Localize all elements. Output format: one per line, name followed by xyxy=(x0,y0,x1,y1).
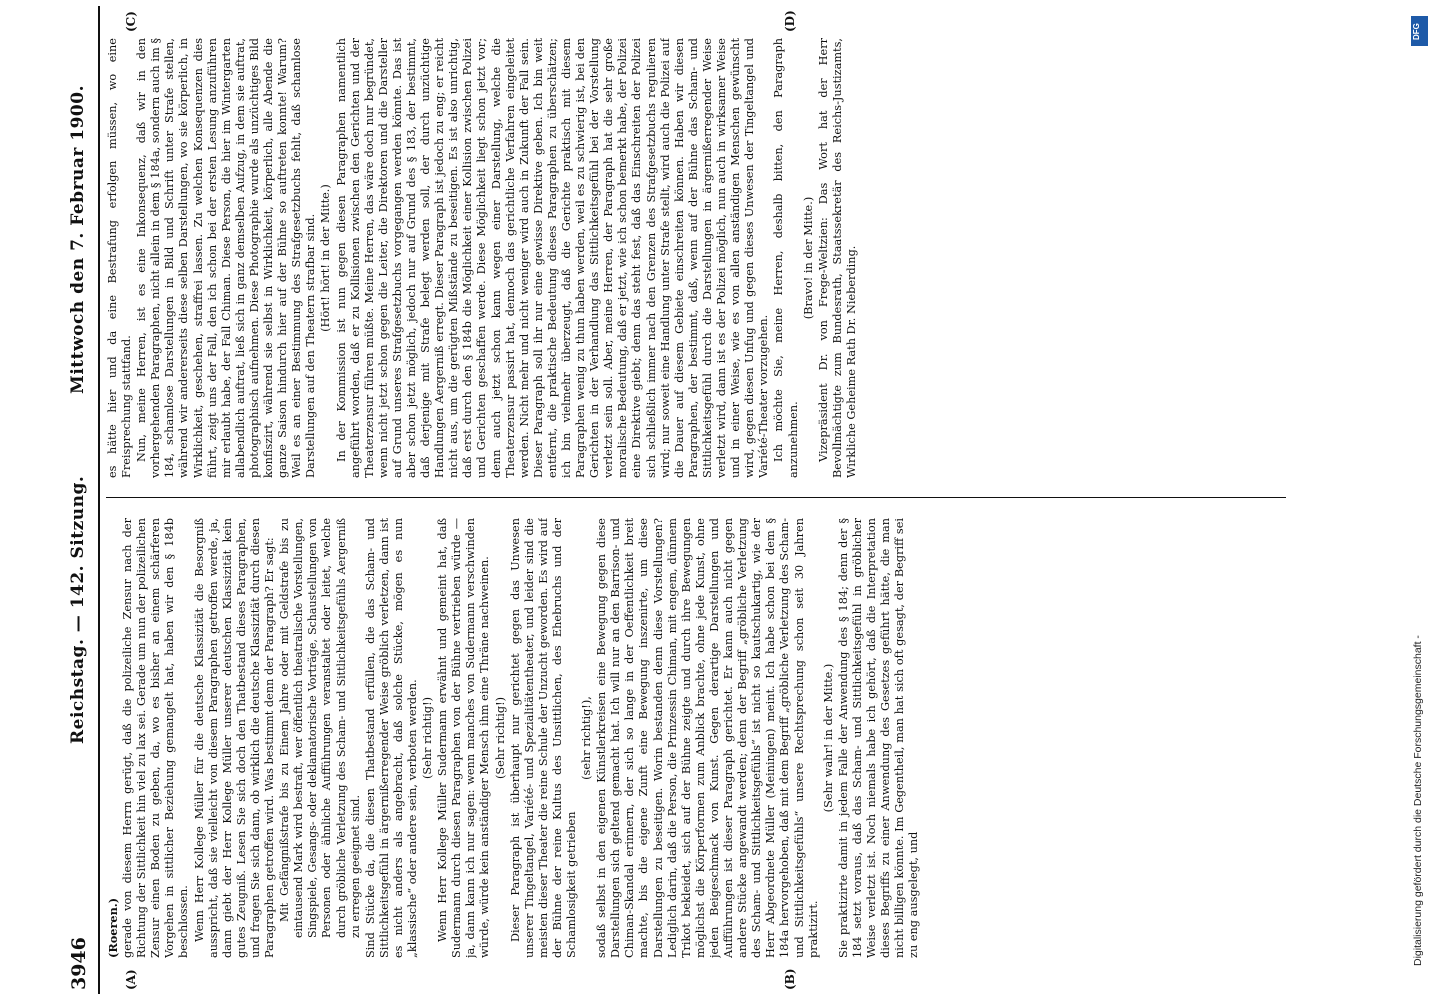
paragraph: Wenn Herr Kollege Müller Sudermann erwähnt und gemeint hat, daß Sudermann durch diesen Paragraphen von der Bühne vertrieben würde — ja, dann kann ich nur sagen: wenn manches von Sudermann verschwinden würde, würde kein anständiger Mensch ihm eine Thräne nachweinen. xyxy=(436,518,492,958)
margin-mark-a: (A) xyxy=(124,969,138,990)
header-rule xyxy=(98,6,100,994)
paragraph: Sie praktizirte damit in jedem Falle der Anwendung des § 184; denn der § 184 setzt voraus, daß das Scham- und Sittlichkeitsgefühl in gröblicher Weise verletzt ist. Noch niemals habe ich gehört, daß die Interpretation dieses Begriffs zu einer Anwendung des Gesetzes geführt hätte, die man nicht billigen könnte. Im Gegentheil, man hat sich oft gesagt, der Begriff sei zu eng ausgelegt, und xyxy=(836,518,921,958)
quoted-law-text: Mit Gefängnißstrafe bis zu Einem Jahre oder mit Geldstrafe bis zu eintausend Mark wird bestraft, wer öffentlich theatralische Vorstellungen, Singspiele, Gesangs- oder deklamatorische Vorträge, Schaustellungen von Personen oder ähnliche Aufführungen veranstaltet oder leitet, welche durch gröbliche Verletzung des Scham- und Sittlichkeitsgefühls Aergerniß zu erregen geeignet sind. xyxy=(278,518,362,938)
speaker-announcement: Vizepräsident Dr. von Frege-Weltzien: Das Wort hat der Herr Bevollmächtigte zum Bundesrath, Staatssekretär des Reichs-Justizamts, Wirkliche Geheime Rath Dr. Nieberding. xyxy=(816,38,858,478)
paragraph: Dieser Paragraph ist überhaupt nur gerichtet gegen das Unwesen unserer Tingeltangel, Variété- und Spezialitätentheater, und leider sind die meisten dieser Theater die reine Schule der Unzucht geworden. Es wird auf der Bühne der reine Kultus des Unsittlichen, des Ehebruchs und der Schamlosigkeit getrieben xyxy=(508,518,578,958)
paragraph: Ich möchte Sie, meine Herren, deshalb bitten, den Paragraph anzunehmen. xyxy=(772,38,800,478)
margin-mark-c: (C) xyxy=(124,11,138,32)
paragraph: es hätte hier und da eine Bestrafung erfolgen müssen, wo eine Freisprechung stattfand. xyxy=(106,38,134,478)
page-title: Reichstag. — 142. Sitzung. xyxy=(68,475,88,744)
paragraph: Sind Stücke da, die diesen Thatbestand erfüllen, die das Scham- und Sittlichkeitsgefühl in ärgernißerregender Weise gröblich verletzen, dann ist es nicht anders als angebracht, daß solche Stücke, mögen es nun „klassische“ oder andere sein, verboten werden. xyxy=(363,518,419,958)
interjection: (Sehr wahr! in der Mitte.) xyxy=(821,663,835,813)
paragraph: Wenn Herr Kollege Müller für die deutsche Klassizität die Besorgniß ausspricht, daß sie vielleicht von diesem Paragraphen getroffen werde, ja, dann giebt der Herr Kollege Müller unserer deutschen Klassizität kein gutes Zeugniß. Lesen Sie sich doch den Thatbestand dieses Paragraphen, und fragen Sie sich dann, ob wirklich die deutsche Klassizität durch diesen Paragraphen getroffen wird. Was bestimmt denn der Paragraph? Er sagt: xyxy=(192,518,277,958)
margin-mark-b: (B) xyxy=(783,968,797,990)
digitization-note: Digitalisierung gefördert durch die Deutsche Forschungsgemeinschaft - xyxy=(1412,635,1424,966)
interjection: (Sehr richtig!) xyxy=(421,696,435,780)
interjection: (Sehr richtig!) xyxy=(493,696,507,780)
column-left xyxy=(106,518,1286,958)
paragraph: gerade von diesem Herrn gerügt, daß die polizeiliche Zensur nach der Richtung der Sittlichkeit hin viel zu lax sei. Gerade um nun der polizeilichen Zensur einen Boden zu geben, da, wo es bisher an einem schärferen Vorgehen in sittlicher Beziehung gemangelt hat, haben wir den § 184b beschlossen. xyxy=(121,518,191,958)
column-right xyxy=(106,38,1286,478)
column-divider xyxy=(106,497,1286,498)
paragraph: sodaß selbst in den eigenen Künstlerkreisen eine Bewegung gegen diese Darstellungen sich geltend gemacht hat. Ich will nur an den Barrison- und Chiman-Skandal erinnern, der sich so lange in der Oeffentlichkeit breit machte, bis die eigene Zunft eine Bewegung inszenirte, um diese Darstellungen zu beseitigen. Worin bestanden denn diese Vorstellungen? Lediglich darin, daß die Person, die Prinzessin Chiman, mit engem, dünnem Trikot bekleidet, sich auf der Bühne zeigte und durch ihre Bewegungen möglichst die Körperformen zum Anblick brachte, ohne jede Kunst, ohne jeden Beigeschmack von Kunst. Gegen derartige Darstellungen und Aufführungen ist dieser Paragraph gerichtet. Er kann auch nicht gegen andere Stücke angewandt werden; denn der Begriff „gröbliche Verletzung des Scham- und Sittlichkeitsgefühls“ ist nicht so kautschukartig, wie der Herr Abgeordnete Müller (Meiningen) meint. Ich habe schon bei dem § 184a hervorgehoben, daß mit dem Begriff „gröbliche Verletzung des Scham- und Sittlichkeitsgefühls“ unsere Rechtsprechung schon seit 30 Jahren praktizirt. xyxy=(595,518,820,958)
margin-mark-d: (D) xyxy=(783,10,797,32)
interjection: (Hört! hört! in der Mitte.) xyxy=(319,184,333,332)
session-date: Mittwoch den 7. Februar 1900. xyxy=(68,84,88,394)
page-number: 3946 xyxy=(68,937,90,990)
scanned-page xyxy=(58,6,1403,994)
page-header xyxy=(58,6,98,994)
rotated-page-content xyxy=(58,6,1403,994)
dfg-logo: DFG xyxy=(1411,16,1428,46)
interjection: (Bravo! in der Mitte.) xyxy=(801,196,815,320)
paragraph: In der Kommission ist nun gegen diesen Paragraphen namentlich angeführt worden, daß er zu Kollisionen zwischen den Gerichten und der Theaterzensur führen müßte. Meine Herren, das wäre doch nur begründet, wenn nicht jetzt schon gegen die Leiter, die Direktoren und die Darsteller auf Grund unseres Strafgesetzbuchs vorgegangen werden könnte. Das ist aber schon jetzt möglich, jedoch nur auf Grund des § 183, der bestimmt, daß derjenige mit Strafe belegt werden soll, der durch unzüchtige Handlungen Aergerniß erregt. Dieser Paragraph ist jedoch zu eng; er reicht nicht aus, um die gerügten Mißstände zu beseitigen. Es ist also unrichtig, daß erst durch den § 184b die Möglichkeit einer Kollision zwischen Polizei und Gerichten geschaffen werde. Diese Möglichkeit liegt schon jetzt vor; denn auch jetzt schon kann wegen einer Darstellung, welche die Theaterzensur passirt hat, dennoch das gerichtliche Verfahren eingeleitet werden. Nicht mehr und nicht weniger wird auch in Zukunft der Fall sein. Dieser Paragraph soll ihr nur eine gewisse Direktive geben. Ich bin weit entfernt, die praktische Bedeutung dieses Paragraphen zu überschätzen; ich bin vielmehr überzeugt, daß die Gerichte praktisch mit diesem Paragraphen wenig zu thun haben werden, weil es zu schwierig ist, bei den Gerichten in der Verhandlung das Sittlichkeitsgefühl bei der Vorstellung verletzt sein soll. Aber, meine Herren, der Paragraph hat die sehr große moralische Bedeutung, daß er jetzt, wie ich schon bemerkt habe, der Polizei eine Direktive giebt; denn das steht fest, daß das Einschreiten der Polizei sich schließlich immer nach den Grenzen des Strafgesetzbuchs regulieren wird; nur soweit eine Handlung unter Strafe stellt, wird auch die Polizei auf die Dauer auf diesem Gebiete einschreiten können. Haben wir diesen Paragraphen, der bestimmt, daß, wenn auf der Bühne das Scham- und Sittlichkeitsgefühl durch die Darstellungen in ärgernißerregender Weise verletzt wird, dann ist es der Polizei möglich, nun auch in wirksamer Weise und in einer Weise, wie es von allen anständigen Menschen gewünscht wird, gegen diesen Unfug und gegen dieses Unwesen der Tingeltangel und Variété-Theater vorzugehen. xyxy=(334,38,771,478)
paragraph: Nun, meine Herren, ist es eine Inkonsequenz, daß wir in den vorhergehenden Paragraphen, nicht allein in dem § 184a, sondern auch im § 184, schamlose Darstellungen in Bild und Schrift unter Strafe stellen, während wir andererseits diese selben Darstellungen, wo sie körperlich, in Wirklichkeit, geschehen, straffrei lassen. Zu welchen Konsequenzen dies führt, zeigt uns der Fall, den ich schon bei der ersten Lesung anzuführen mir erlaubt habe, der Fall Chiman. Diese Person, die hier im Wintergarten allabendlich auftrat, ließ sich in ganz demselben Aufzug, in dem sie auftrat, photographisch aufnehmen. Diese Photographie wurde als unzüchtiges Bild konfiszirt, während sie selbst in Wirklichkeit, körperlich, alle Abende die ganze Saison hindurch hier auf der Bühne so auftreten konnte! Warum? Weil es an einer Bestimmung des Strafgesetzbuchs fehlt, daß schamlose Darstellungen auf den Theatern strafbar sind. xyxy=(135,38,318,478)
interjection: (sehr richtig!), xyxy=(580,696,594,780)
digitization-sidebar xyxy=(1408,10,1432,990)
speaker-label: (Roeren.) xyxy=(106,897,120,958)
